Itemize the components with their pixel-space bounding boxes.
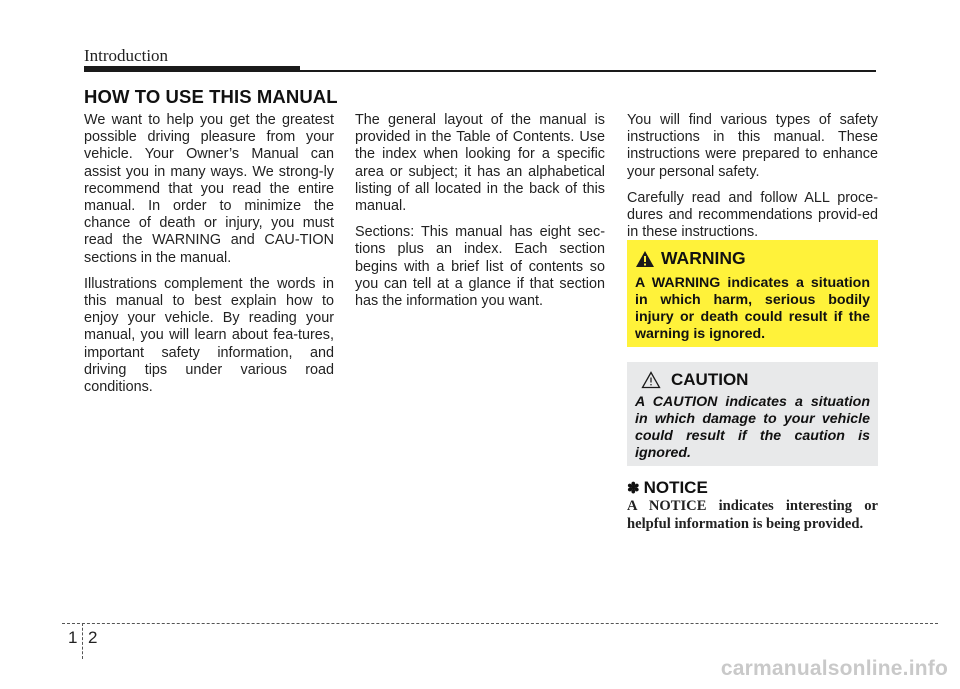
warning-text: A WARNING indicates a situation in which harm, serious bodily injury or death could result if the warning is ignored. <box>635 275 870 342</box>
warning-header <box>635 248 870 269</box>
caution-title: CAUTION <box>671 370 749 389</box>
notice-heading <box>627 478 708 498</box>
paragraph: We want to help you get the greatest possible driving pleasure from your vehicle. Your Owner’s Manual can assist you in many ways. We strong-ly recommend that you read the entire manual. In order to minimize the chance of death or injury, you must read the WARNING and CAU-TION sections in the manual. <box>84 112 334 266</box>
notice-text: A NOTICE indicates interesting or helpful information is being provided. <box>627 498 878 532</box>
chapter-number: 1 <box>68 628 78 647</box>
caution-box <box>627 362 878 466</box>
header-rule <box>300 70 876 72</box>
footer-divider <box>82 623 83 659</box>
section-heading: HOW TO USE THIS MANUAL <box>84 86 338 107</box>
warning-box <box>627 240 878 347</box>
caution-triangle-icon <box>641 371 661 389</box>
header-title: Introduction <box>84 46 169 65</box>
column-1 <box>84 112 334 405</box>
column-3 <box>627 112 878 250</box>
warning-triangle-icon <box>635 250 655 268</box>
paragraph: Illustrations complement the words in this manual to best explain how to enjoy your vehicle. By reading your manual, you will learn about fea-tures, important safety information, and driving tips under various road conditions. <box>84 275 334 396</box>
warning-title: WARNING <box>661 248 746 268</box>
column-2 <box>355 112 605 319</box>
watermark: carmanualsonline.info <box>720 657 948 680</box>
caution-header <box>641 370 870 390</box>
header-bar <box>84 66 300 72</box>
footer-rule <box>62 623 938 624</box>
paragraph: Carefully read and follow ALL proce-dures and recommendations provid-ed in these instructions. <box>627 189 878 241</box>
paragraph: Sections: This manual has eight sec-tions plus an index. Each section begins with a brief list of contents so you can tell at a glance if that section has the information you want. <box>355 224 605 310</box>
paragraph: You will find various types of safety instructions in this manual. These instructions were prepared to enhance your personal safety. <box>627 112 878 180</box>
caution-text: A CAUTION indicates a situation in which damage to your vehicle could result if the caution is ignored. <box>635 394 870 461</box>
notice-asterisk-icon: ✽ <box>627 480 640 497</box>
notice-title: NOTICE <box>643 478 708 497</box>
paragraph: The general layout of the manual is provided in the Table of Contents. Use the index when looking for a specific area or subject; it has an alphabetical listing of all located in the back of this manual. <box>355 112 605 215</box>
page-number: 2 <box>88 628 98 647</box>
